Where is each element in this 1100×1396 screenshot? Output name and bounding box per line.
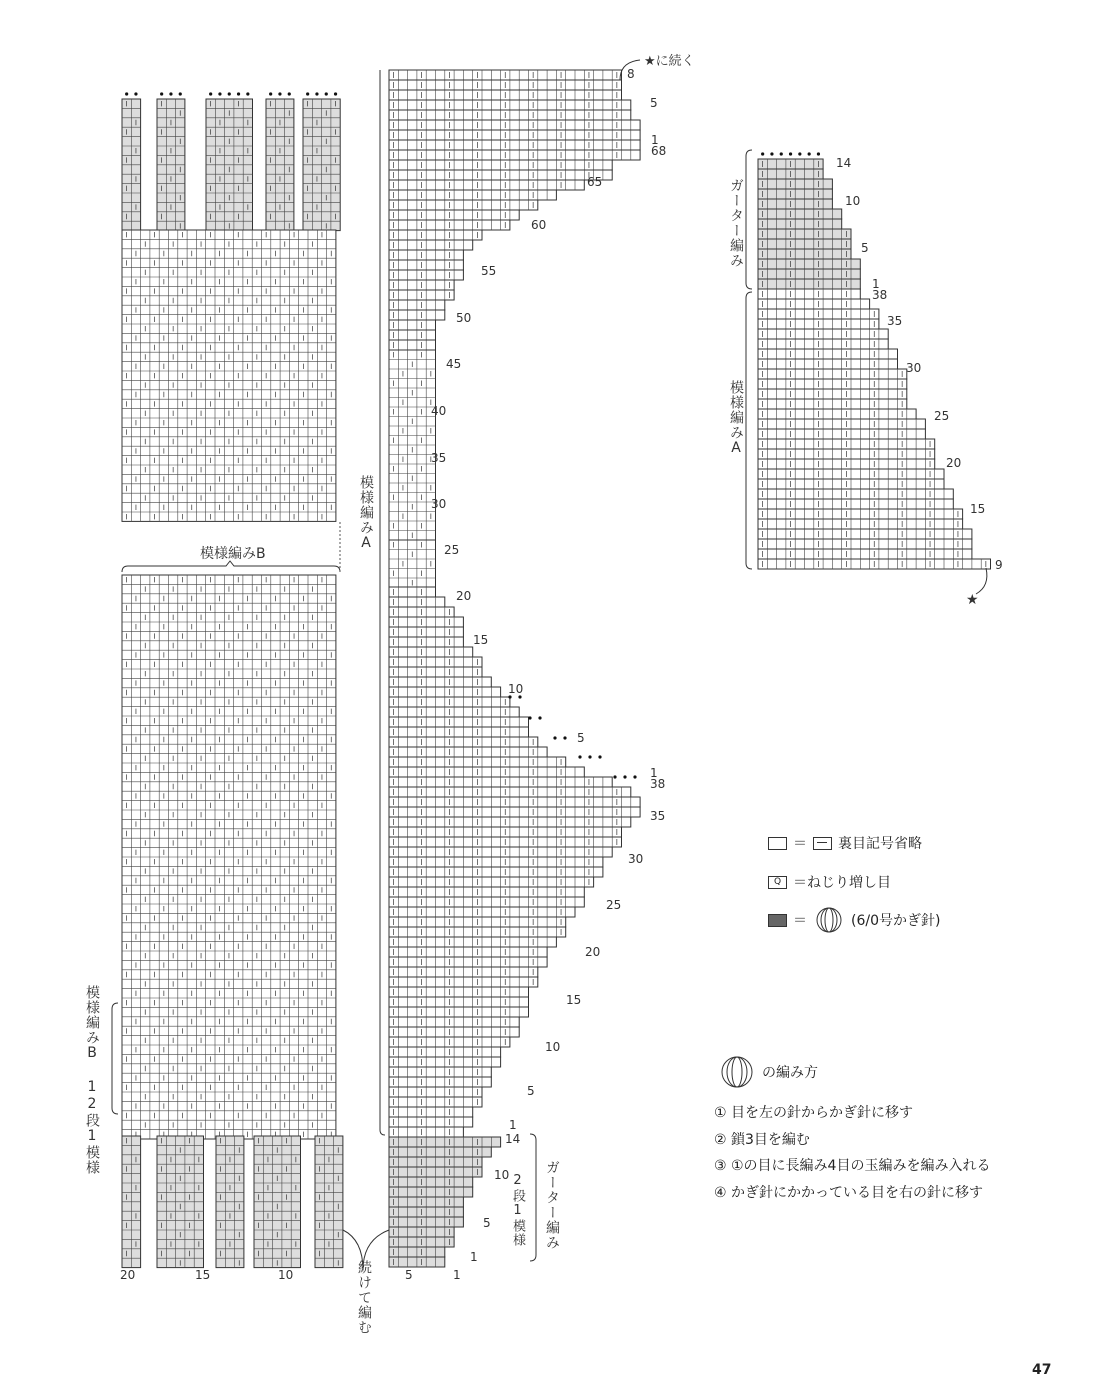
- main-mid-row-39: [389, 977, 538, 987]
- left-top-strip-1: [157, 99, 185, 231]
- main-mid-row-46: [389, 1047, 501, 1057]
- small-purl-dot-3: [789, 152, 792, 155]
- main-row-label-10: 35: [431, 451, 447, 465]
- small-row-0: [758, 159, 823, 169]
- main-garter-label: ガーター編み: [544, 1160, 560, 1250]
- main-top-row-11: [389, 180, 584, 190]
- main-top-row-24: [389, 310, 445, 320]
- left-bottom-strip-0: [122, 1136, 141, 1268]
- main-top-row-10: [389, 170, 612, 180]
- main-mid-row-4: [389, 627, 463, 637]
- main-top-row-17: [389, 240, 473, 250]
- purl-dot: [269, 92, 272, 95]
- main-top-row-22: [389, 290, 454, 300]
- small-row-label-3: 1: [872, 277, 880, 291]
- main-mid-row-21: [389, 797, 640, 807]
- main-mid-row-16: [389, 747, 547, 757]
- main-bot-row-0: [389, 1137, 501, 1147]
- main-top-row-13: [389, 200, 538, 210]
- main-mid-row-44: [389, 1027, 519, 1037]
- purl-dot: [218, 92, 221, 95]
- small-row-19: [758, 349, 898, 359]
- method-step-4: ④ かぎ針にかかっている目を右の針に移す: [714, 1185, 983, 1201]
- main-row-label-21: 25: [606, 898, 622, 912]
- purl-dot: [334, 92, 337, 95]
- main-row-label-3: 68: [651, 144, 667, 158]
- main-mid-row-5: [389, 637, 463, 647]
- blank-box-icon: [768, 837, 787, 850]
- small-row-7: [758, 229, 851, 239]
- small-row-20: [758, 359, 898, 369]
- main-bot-row-11: [389, 1247, 445, 1257]
- small-row-27: [758, 429, 925, 439]
- main-row-label-5: 60: [531, 218, 547, 232]
- main-row-label-20: 30: [628, 852, 644, 866]
- main-row-label-27: 14: [505, 1132, 521, 1146]
- main-row-label-8: 45: [446, 357, 462, 371]
- main-mid-row-6: [389, 647, 473, 657]
- main-row-label-9: 40: [431, 404, 447, 418]
- main-tick-1: 1: [453, 1268, 461, 1282]
- small-row-2: [758, 179, 832, 189]
- small-star: ★: [966, 592, 979, 608]
- main-row-label-25: 5: [527, 1084, 535, 1098]
- small-purl-dot-6: [817, 152, 820, 155]
- purl-dot: [134, 92, 137, 95]
- main-mid-row-32: [389, 907, 575, 917]
- small-row-23: [758, 389, 907, 399]
- main-top-row-8: [389, 150, 640, 160]
- small-row-36: [758, 519, 963, 529]
- purl-dot-main-10: [623, 775, 626, 778]
- main-row-label-29: 5: [483, 1216, 491, 1230]
- legend-row-1: [768, 833, 922, 853]
- main-bot-row-4: [389, 1177, 473, 1187]
- small-row-29: [758, 449, 935, 459]
- small-row-label-7: 25: [934, 409, 950, 423]
- left-bottom-strip-4: [315, 1136, 343, 1268]
- small-row-8: [758, 239, 851, 249]
- main-row-label-16: 5: [577, 731, 585, 745]
- main-bot-row-2: [389, 1157, 482, 1167]
- main-bot-row-9: [389, 1227, 454, 1237]
- small-row-label-10: 9: [995, 558, 1003, 572]
- purl-dot-main-3: [538, 716, 541, 719]
- dark-box-icon: [768, 914, 787, 927]
- small-row-33: [758, 489, 953, 499]
- small-row-16: [758, 319, 879, 329]
- continue-star-label: ★に続く: [644, 54, 695, 69]
- small-row-label-4: 38: [872, 288, 888, 302]
- main-top-row-5: [389, 120, 640, 130]
- main-mid-narrow: [389, 350, 436, 540]
- main-mid-row-28: [389, 867, 603, 877]
- main-tick-5: 5: [405, 1268, 413, 1282]
- main-mid-row-40: [389, 987, 529, 997]
- tick-20: 20: [120, 1268, 136, 1282]
- main-mid-row-15: [389, 737, 538, 747]
- main-mid-row-48: [389, 1067, 491, 1077]
- main-row-label-18: 38: [650, 777, 666, 791]
- purl-dot-main-11: [633, 775, 636, 778]
- purl-dot-main-8: [598, 755, 601, 758]
- main-top-row-4: [389, 110, 631, 120]
- small-row-28: [758, 439, 935, 449]
- main-bot-row-3: [389, 1167, 482, 1177]
- main-mid-narrow-2: [389, 540, 436, 588]
- main-mid-row-0: [389, 587, 436, 597]
- small-row-15: [758, 309, 879, 319]
- main-top-row-3: [389, 100, 631, 110]
- small-row-37: [758, 529, 972, 539]
- main-mid-row-3: [389, 617, 463, 627]
- small-row-label-8: 20: [946, 456, 962, 470]
- method-title: の編み方: [762, 1065, 818, 1081]
- main-top-row-25: [389, 320, 436, 330]
- main-mid-row-14: [389, 727, 529, 737]
- main-mid-row-8: [389, 667, 482, 677]
- main-row-label-19: 35: [650, 809, 666, 823]
- main-mid-row-17: [389, 757, 566, 767]
- main-bot-row-6: [389, 1197, 463, 1207]
- purl-dot-main-6: [578, 755, 581, 758]
- main-top-row-23: [389, 300, 445, 310]
- main-row-label-13: 20: [456, 589, 472, 603]
- pattern-b-side-label: 模様編みB 12段1模様: [84, 985, 100, 1175]
- small-row-21: [758, 369, 907, 379]
- small-purl-dot-2: [780, 152, 783, 155]
- purl-dot: [228, 92, 231, 95]
- left-upper-block: [122, 230, 336, 521]
- main-mid-row-7: [389, 657, 482, 667]
- main-mid-row-38: [389, 967, 538, 977]
- small-row-12: [758, 279, 860, 289]
- main-mid-row-45: [389, 1037, 510, 1047]
- main-mid-row-19: [389, 777, 612, 787]
- main-mid-row-49: [389, 1077, 491, 1087]
- method-title-row: [718, 1055, 818, 1089]
- main-top-row-21: [389, 280, 454, 290]
- small-row-26: [758, 419, 925, 429]
- main-top-row-6: [389, 130, 640, 140]
- small-row-30: [758, 459, 935, 469]
- pattern-b-label: 模様編みB: [200, 546, 266, 562]
- legend-1-eq: ＝: [793, 836, 807, 852]
- purl-dot: [169, 92, 172, 95]
- main-row-label-7: 50: [456, 311, 472, 325]
- left-bottom-strip-1: [157, 1136, 204, 1268]
- small-row-32: [758, 479, 944, 489]
- main-mid-row-23: [389, 817, 631, 827]
- small-purl-dot-4: [798, 152, 801, 155]
- main-mid-row-13: [389, 717, 529, 727]
- main-mid-row-24: [389, 827, 622, 837]
- small-row-40: [758, 559, 991, 569]
- main-mid-row-9: [389, 677, 491, 687]
- main-mid-row-52: [389, 1107, 473, 1117]
- left-top-strip-3: [266, 99, 294, 231]
- main-row-label-26: 1: [509, 1118, 517, 1132]
- legend-3-text: (6/0号かぎ針): [851, 913, 941, 929]
- main-mid-row-30: [389, 887, 584, 897]
- main-mid-row-11: [389, 697, 510, 707]
- small-purl-dot-5: [808, 152, 811, 155]
- small-row-13: [758, 289, 860, 299]
- legend-1-text: 裏目記号省略: [838, 836, 922, 852]
- small-row-label-9: 15: [970, 502, 986, 516]
- main-mid-row-47: [389, 1057, 501, 1067]
- main-mid-row-12: [389, 707, 519, 717]
- main-row-label-2: 1: [651, 133, 659, 147]
- purl-dot-main-5: [563, 736, 566, 739]
- left-bottom-strip-3: [254, 1136, 301, 1268]
- main-top-row-18: [389, 250, 463, 260]
- small-row-39: [758, 549, 972, 559]
- main-mid-row-26: [389, 847, 612, 857]
- main-row-label-0: 8: [627, 67, 635, 81]
- main-mid-row-33: [389, 917, 566, 927]
- small-row-35: [758, 509, 963, 519]
- purl-dot-main-2: [528, 716, 531, 719]
- main-mid-row-41: [389, 997, 529, 1007]
- small-row-label-1: 10: [845, 194, 861, 208]
- purl-dot-main-7: [588, 755, 591, 758]
- continue-label: 続けて編む: [356, 1260, 372, 1335]
- tick-15: 15: [195, 1268, 211, 1282]
- purl-dot: [315, 92, 318, 95]
- main-top-row-14: [389, 210, 519, 220]
- small-row-22: [758, 379, 907, 389]
- purl-dot: [237, 92, 240, 95]
- main-row-label-23: 15: [566, 993, 582, 1007]
- main-top-row-27: [389, 340, 436, 350]
- main-row-label-14: 15: [473, 633, 489, 647]
- purl-dot: [160, 92, 163, 95]
- small-row-5: [758, 209, 842, 219]
- main-bot-row-12: [389, 1257, 445, 1267]
- main-row-label-6: 55: [481, 264, 497, 278]
- main-mid-row-25: [389, 837, 622, 847]
- left-top-strip-2: [206, 99, 253, 231]
- legend-3-eq: ＝: [793, 913, 807, 929]
- purl-dot: [306, 92, 309, 95]
- page-number: 47: [1032, 1362, 1052, 1378]
- small-row-4: [758, 199, 832, 209]
- main-top-row-19: [389, 260, 463, 270]
- purl-dot-main-4: [553, 736, 556, 739]
- main-row-label-15: 10: [508, 682, 524, 696]
- main-mid-row-31: [389, 897, 584, 907]
- garter-bracket: [530, 1134, 536, 1261]
- legend-row-2: [768, 872, 891, 892]
- main-mid-row-1: [389, 597, 445, 607]
- method-step-3: ③ ①の目に長編み4目の玉編みを編み入れる: [714, 1158, 991, 1174]
- purl-dot: [325, 92, 328, 95]
- small-row-9: [758, 249, 851, 259]
- main-top-row-26: [389, 330, 436, 340]
- main-top-row-12: [389, 190, 556, 200]
- left-lower-block: [122, 575, 336, 1139]
- purl-dot: [288, 92, 291, 95]
- small-row-label-2: 5: [861, 241, 869, 255]
- small-row-31: [758, 469, 944, 479]
- small-row-label-5: 35: [887, 314, 903, 328]
- purl-dot: [209, 92, 212, 95]
- main-row-label-11: 30: [431, 497, 447, 511]
- main-mid-row-20: [389, 787, 631, 797]
- main-row-label-24: 10: [545, 1040, 561, 1054]
- main-mid-row-37: [389, 957, 547, 967]
- small-row-24: [758, 399, 907, 409]
- main-top-row-0: [389, 70, 622, 80]
- main-row-label-4: 65: [587, 175, 603, 189]
- pattern-b-side-bracket: [112, 1003, 118, 1114]
- small-row-25: [758, 409, 916, 419]
- main-mid-row-43: [389, 1017, 519, 1027]
- main-mid-row-53: [389, 1117, 473, 1127]
- purl-dot: [179, 92, 182, 95]
- small-row-10: [758, 259, 860, 269]
- purl-dot-main-9: [613, 775, 616, 778]
- main-pattern-a-label: 模様編みA: [358, 475, 374, 552]
- small-row-38: [758, 539, 972, 549]
- main-mid-row-50: [389, 1087, 482, 1097]
- main-mid-row-35: [389, 937, 556, 947]
- main-top-row-9: [389, 160, 612, 170]
- small-row-34: [758, 499, 953, 509]
- purl-dot: [125, 92, 128, 95]
- small-row-3: [758, 189, 832, 199]
- method-step-1: ① 目を左の針からかぎ針に移す: [714, 1105, 914, 1121]
- purl-dot: [246, 92, 249, 95]
- small-row-17: [758, 329, 888, 339]
- small-row-1: [758, 169, 823, 179]
- bobble-stitch-icon: [813, 906, 845, 934]
- small-star-curve: [976, 568, 987, 594]
- method-step-2: ② 鎖3目を編む: [714, 1132, 810, 1148]
- left-top-strip-4: [303, 99, 340, 231]
- small-row-11: [758, 269, 860, 279]
- main-mid-row-2: [389, 607, 454, 617]
- main-mid-row-22: [389, 807, 640, 817]
- pattern-a-bracket: [380, 70, 385, 1135]
- main-mid-row-29: [389, 877, 594, 887]
- main-bot-row-7: [389, 1207, 463, 1217]
- main-row-label-1: 5: [650, 96, 658, 110]
- legend-row-3: [768, 906, 940, 934]
- main-mid-row-10: [389, 687, 501, 697]
- small-pattern-a-label: 模様編みA: [728, 380, 744, 457]
- tick-10: 10: [278, 1268, 294, 1282]
- legend-2-text: ＝ねじり増し目: [793, 875, 891, 891]
- main-row-label-12: 25: [444, 543, 460, 557]
- main-row-label-22: 20: [585, 945, 601, 959]
- main-top-row-1: [389, 80, 622, 90]
- main-mid-row-18: [389, 767, 584, 777]
- main-row-label-30: 1: [470, 1250, 478, 1264]
- main-mid-row-51: [389, 1097, 482, 1107]
- small-row-18: [758, 339, 888, 349]
- main-mid-row-36: [389, 947, 547, 957]
- main-bot-row-10: [389, 1237, 454, 1247]
- main-bot-row-8: [389, 1217, 463, 1227]
- main-row-label-17: 1: [650, 766, 658, 780]
- small-row-label-6: 30: [906, 361, 922, 375]
- left-bottom-strip-2: [216, 1136, 244, 1268]
- main-mid-row-34: [389, 927, 566, 937]
- main-bot-row-5: [389, 1187, 473, 1197]
- main-row-label-28: 10: [494, 1168, 510, 1182]
- main-top-row-20: [389, 270, 463, 280]
- main-mid-row-42: [389, 1007, 529, 1017]
- small-garter-bracket: [746, 150, 752, 289]
- main-bot-row-1: [389, 1147, 491, 1157]
- main-top-row-15: [389, 220, 510, 230]
- small-row-label-0: 14: [836, 156, 852, 170]
- main-top-row-16: [389, 230, 482, 240]
- main-top-row-2: [389, 90, 622, 100]
- small-row-14: [758, 299, 870, 309]
- small-garter-label: ガーター編み: [728, 178, 744, 268]
- small-purl-dot-1: [770, 152, 773, 155]
- left-top-strip-0: [122, 99, 141, 231]
- main-mid-row-54: [389, 1127, 463, 1137]
- small-pattern-bracket: [746, 292, 752, 569]
- bobble-stitch-method-icon: [718, 1055, 756, 1089]
- main-top-row-7: [389, 140, 640, 150]
- repeat-label: 2段1模様: [510, 1173, 525, 1247]
- main-mid-row-27: [389, 857, 603, 867]
- small-row-6: [758, 219, 842, 229]
- purl-dot: [278, 92, 281, 95]
- twist-increase-icon: Q: [768, 876, 787, 889]
- small-purl-dot-0: [761, 152, 764, 155]
- purl-box-icon: [813, 837, 832, 850]
